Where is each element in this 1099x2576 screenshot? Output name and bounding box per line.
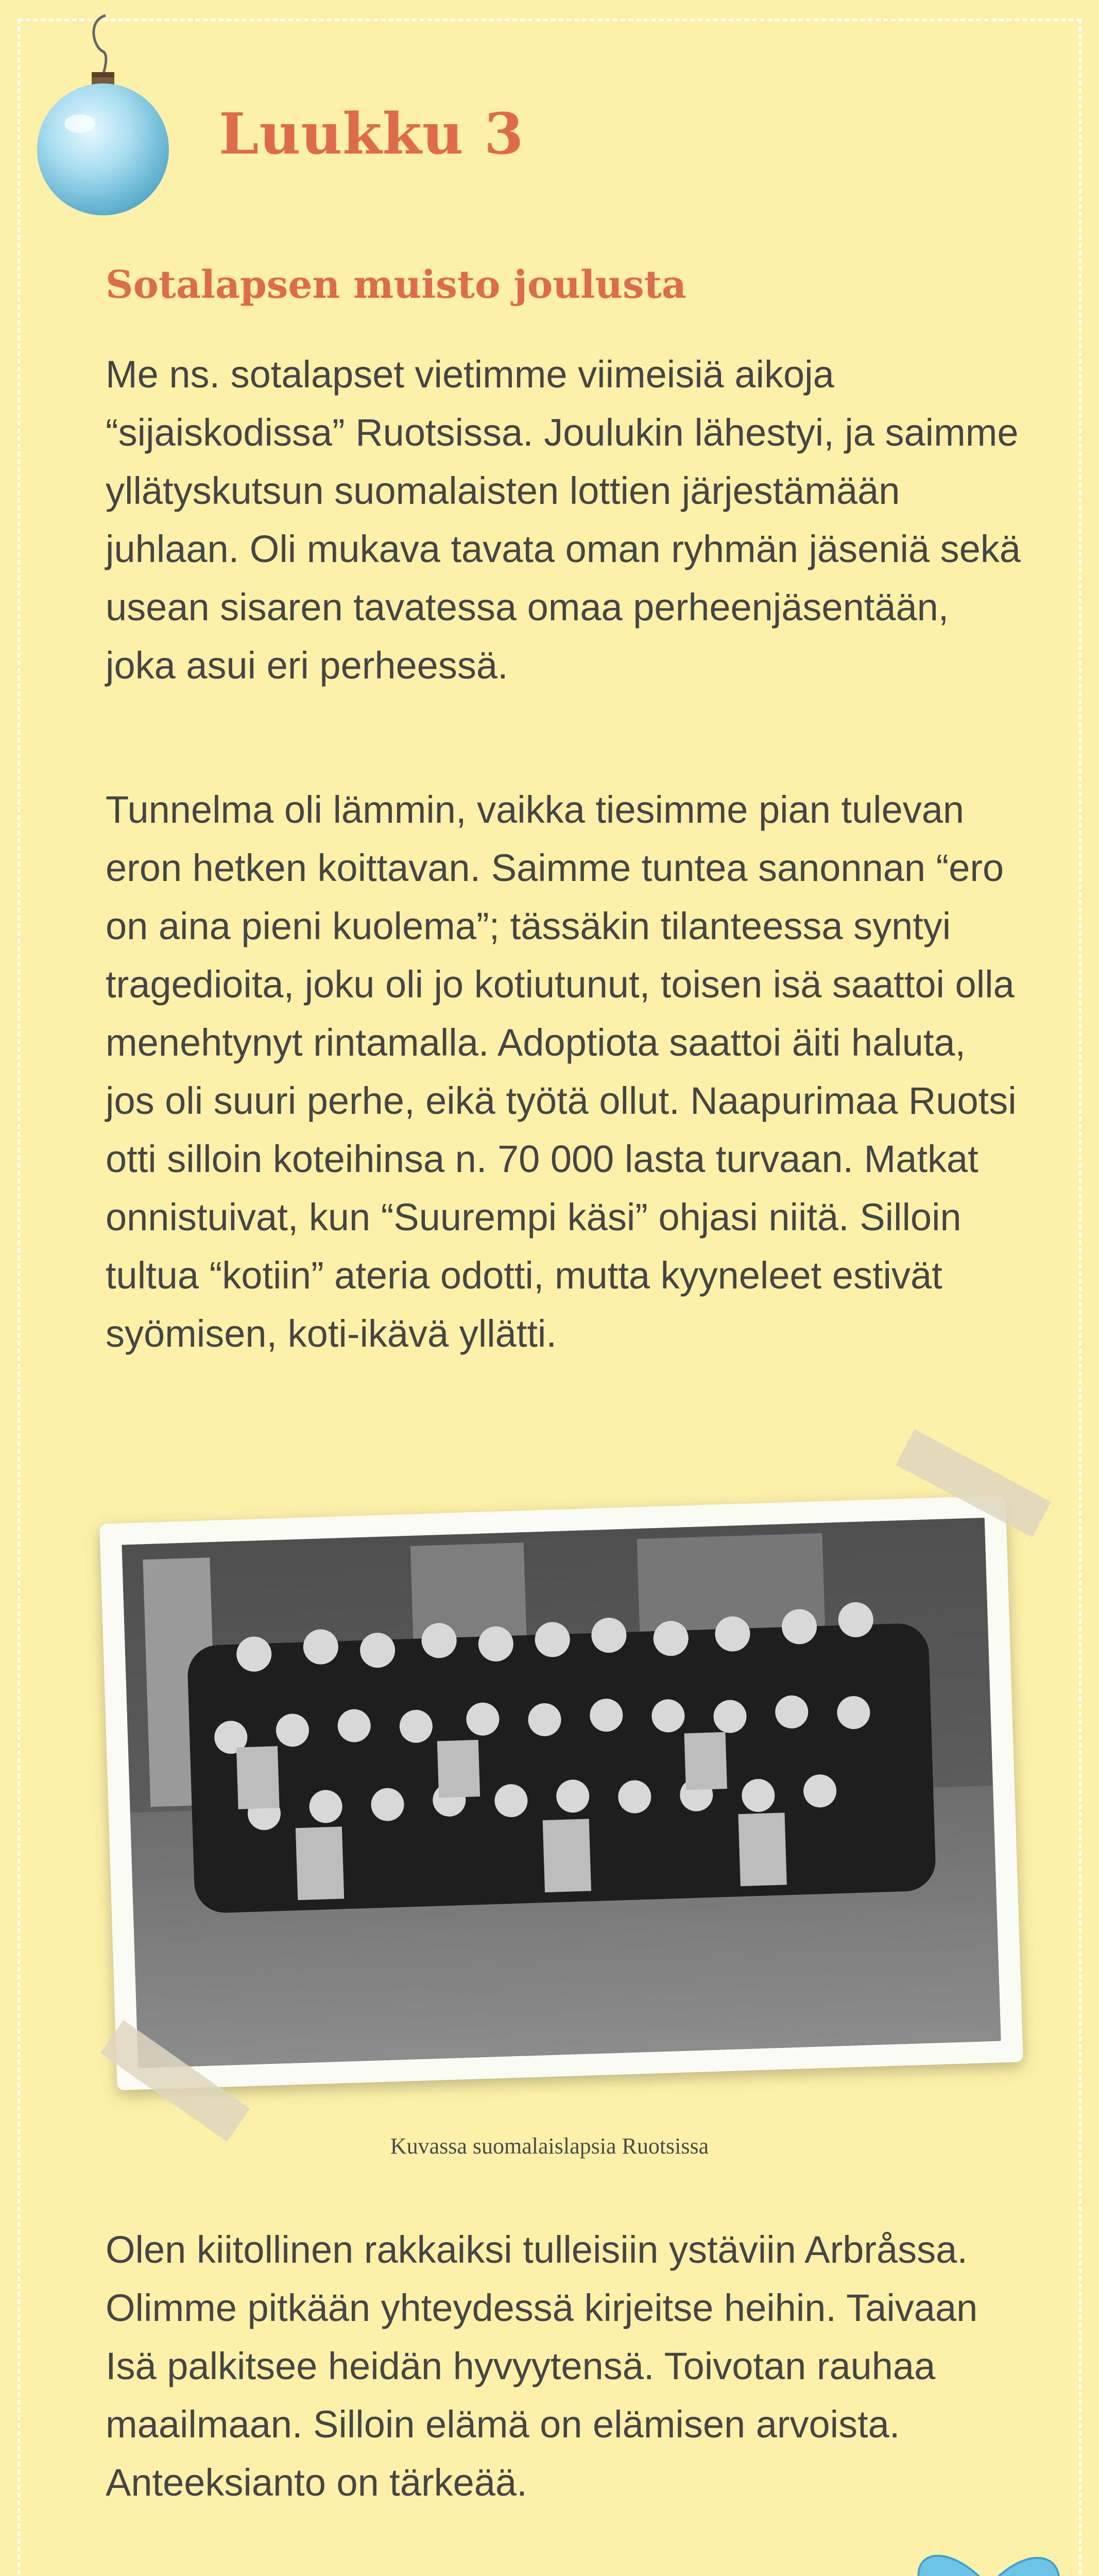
article-subtitle: Sotalapsen muisto joulusta	[106, 263, 686, 307]
paragraph-3: Olen kiitollinen rakkaiksi tulleisiin ystäviin Arbråssa. Olimme pitkään yhteydessä kirjeitse heihin. Taivaan Isä palkitsee heidän hyvyytensä. Toivotan rauhaa maailmaan. Silloin elämä on elämisen arvoista. Anteeksianto on tärkeää.	[106, 2228, 978, 2504]
paragraph-1: Me ns. sotalapset vietimme viimeisiä aikoja “sijaiskodissa” Ruotsissa. Joulukin lähestyi, ja saimme yllätyskutsun suomalaisten lottien järjestämään juhlaan. Oli mukava tavata oman ryhmän jäseniä sekä usean sisaren tavatessa omaa perheenjäsentään, joka asui eri perheessä.	[106, 353, 1021, 687]
christmas-ornament-icon	[26, 10, 175, 216]
ribbon-bow-icon	[834, 2530, 1081, 2576]
page-title: Luukku 3	[219, 100, 524, 167]
photo-image	[122, 1518, 1001, 2068]
photo-caption: Kuvassa suomalaislapsia Ruotsissa	[390, 2133, 709, 2159]
paragraph-2: Tunnelma oli lämmin, vaikka tiesimme pian tulevan eron hetken koittavan. Saimme tuntea sanonnan “ero on aina pieni kuolema”; tässäkin tilanteessa syntyi tragedioita, joku oli jo kotiutunut, toisen isä saattoi olla menehtynyt rintamalla. Adoptiota saattoi äiti haluta, jos oli suuri perhe, eikä työtä ollut. Naapurimaa Ruotsi otti silloin koteihinsa n. 70 000 lasta turvaan. Matkat onnistuivat, kun “Suurempi käsi” ohjasi niitä. Silloin tultua “kotiin” ateria odotti, mutta kyyneleet estivät syömisen, koti-ikävä yllätti.	[106, 788, 1017, 1355]
historical-photo	[99, 1496, 1023, 2091]
